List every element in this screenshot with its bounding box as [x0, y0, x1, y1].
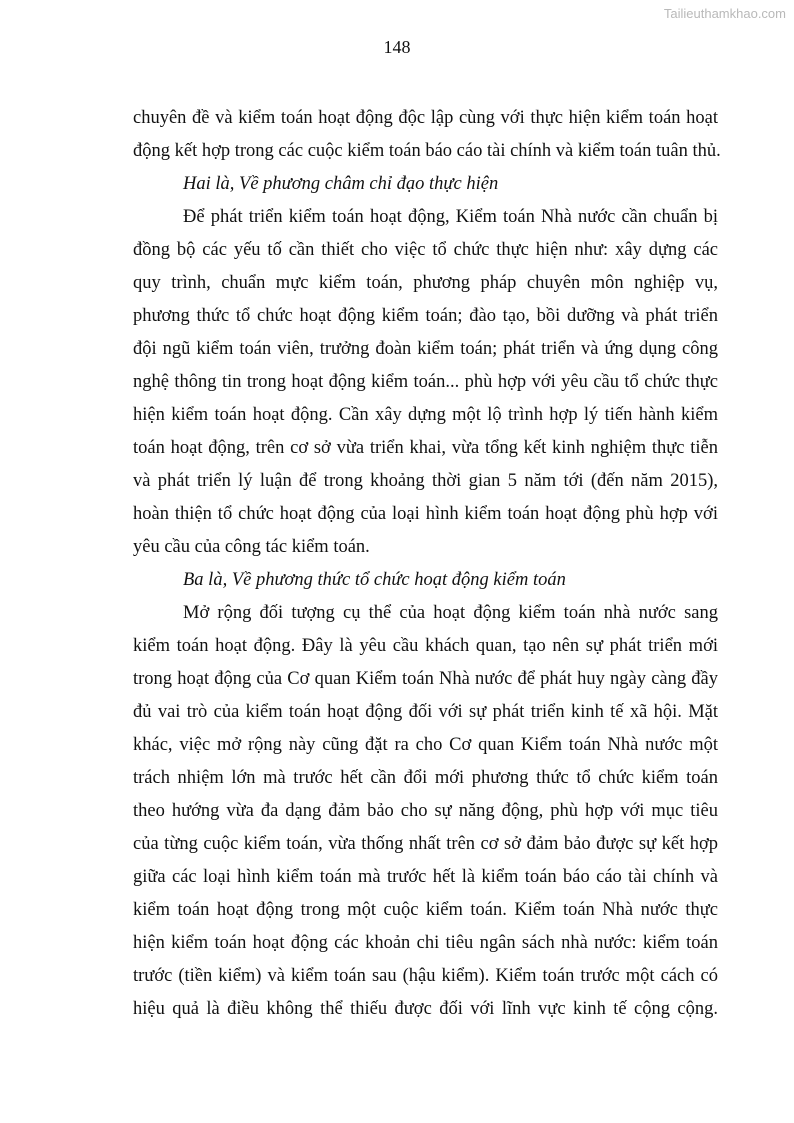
text-line: hoàn thiện tổ chức hoạt động của loại hình kiểm toán hoạt động phù hợp với	[133, 504, 718, 524]
text-line: trước (tiền kiểm) và kiểm toán sau (hậu kiểm). Kiểm toán trước một cách có	[133, 966, 718, 986]
text-line: hiện kiểm toán hoạt động các khoản chi tiêu ngân sách nhà nước: kiểm toán	[133, 933, 718, 953]
text-line: động kết hợp trong các cuộc kiểm toán báo cáo tài chính và kiểm toán tuân thủ.	[133, 141, 721, 161]
text-line: đủ vai trò của kiểm toán hoạt động đối với sự phát triển kinh tế xã hội. Mặt	[133, 702, 718, 722]
text-line: đồng bộ các yếu tố cần thiết cho việc tổ chức thực hiện như: xây dựng các	[133, 240, 718, 260]
page-number: 148	[383, 37, 411, 57]
text-line: đội ngũ kiểm toán viên, trưởng đoàn kiểm toán; phát triển và ứng dụng công	[133, 339, 718, 359]
text-line: của từng cuộc kiểm toán, vừa thống nhất trên cơ sở đảm bảo được sự kết hợp	[133, 834, 718, 854]
watermark: Tailieuthamkhao.com	[663, 6, 786, 21]
text-line: theo hướng vừa đa dạng đảm bảo cho sự năng động, phù hợp với mục tiêu	[133, 801, 718, 821]
section-heading: Ba là, Về phương thức tổ chức hoạt động kiểm toán	[183, 570, 566, 590]
text-line: trong hoạt động của Cơ quan Kiểm toán Nhà nước để phát huy ngày càng đầy	[133, 669, 718, 689]
text-line: chuyên đề và kiểm toán hoạt động độc lập cùng với thực hiện kiểm toán hoạt	[133, 108, 718, 128]
text-line: kiểm toán hoạt động. Đây là yêu cầu khách quan, tạo nên sự phát triển mới	[133, 636, 718, 656]
text-line: giữa các loại hình kiểm toán mà trước hết là kiểm toán báo cáo tài chính và	[133, 867, 718, 887]
text-line: và phát triển lý luận để trong khoảng thời gian 5 năm tới (đến năm 2015),	[133, 471, 718, 491]
section-heading: Hai là, Về phương châm chỉ đạo thực hiện	[183, 174, 499, 194]
text-line: quy trình, chuẩn mực kiểm toán, phương pháp chuyên môn nghiệp vụ,	[133, 273, 718, 293]
text-line: phương thức tổ chức hoạt động kiểm toán; đào tạo, bồi dưỡng và phát triển	[133, 306, 718, 326]
text-line: nghệ thông tin trong hoạt động kiểm toán... phù hợp với yêu cầu tổ chức thực	[133, 372, 718, 392]
text-line: Mở rộng đối tượng cụ thể của hoạt động kiểm toán nhà nước sang	[183, 603, 718, 623]
text-line: Để phát triển kiểm toán hoạt động, Kiểm toán Nhà nước cần chuẩn bị	[183, 207, 718, 227]
text-line: khác, việc mở rộng này cũng đặt ra cho Cơ quan Kiểm toán Nhà nước một	[133, 735, 718, 755]
text-line: yêu cầu của công tác kiểm toán.	[133, 537, 370, 557]
text-line: trách nhiệm lớn mà trước hết cần đổi mới phương thức tổ chức kiểm toán	[133, 768, 718, 788]
text-line: toán hoạt động, trên cơ sở vừa triển khai, vừa tổng kết kinh nghiệm thực tiễn	[133, 438, 718, 458]
text-line: hiện kiểm toán hoạt động. Cần xây dựng một lộ trình hợp lý tiến hành kiểm	[133, 405, 718, 425]
text-line: hiệu quả là điều không thể thiếu được đối với lĩnh vực kinh tế cộng cộng.	[133, 999, 718, 1019]
text-line: kiểm toán hoạt động trong một cuộc kiểm toán. Kiểm toán Nhà nước thực	[133, 900, 718, 920]
document-body	[133, 102, 721, 1026]
